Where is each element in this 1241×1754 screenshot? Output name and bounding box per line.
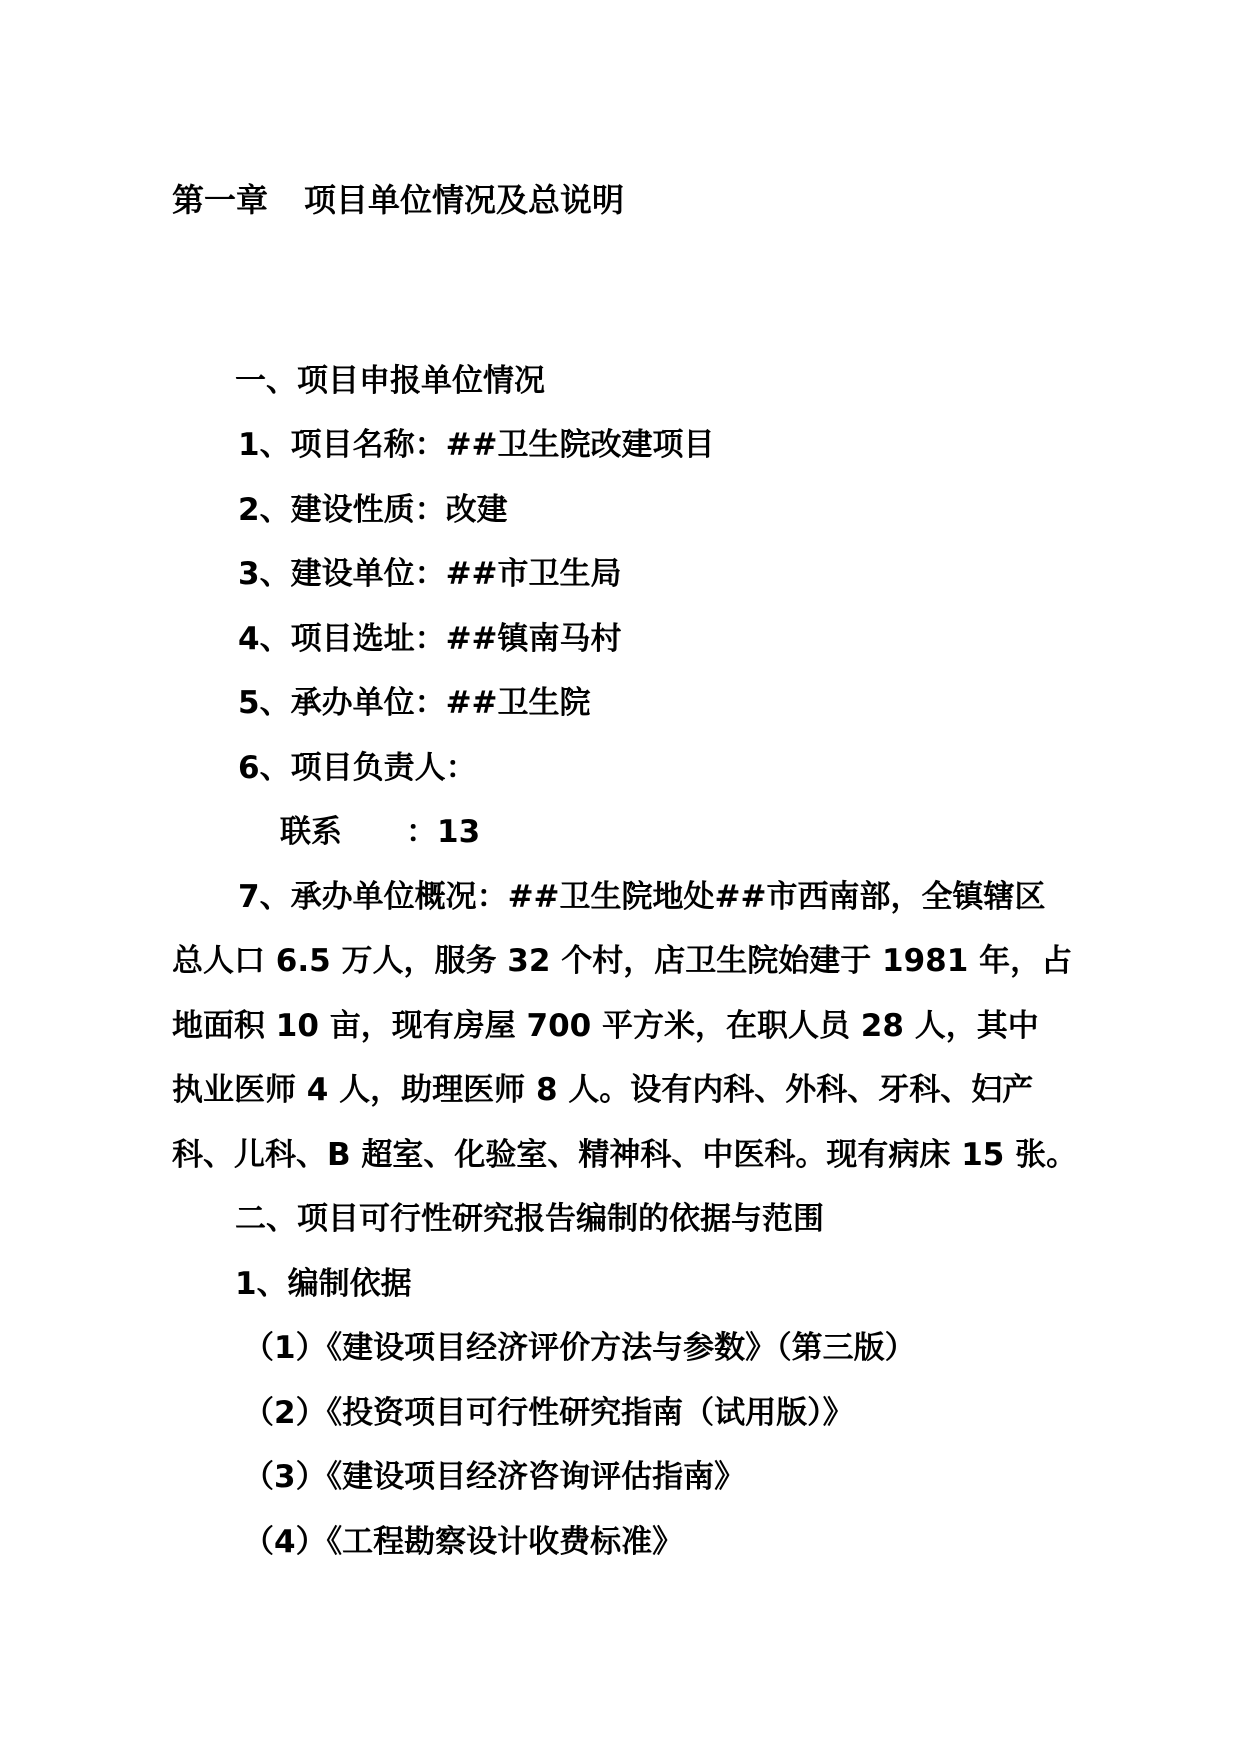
chapter-title: 项目单位情况及总说明 [304, 181, 625, 219]
overview-line: 总人口 6.5 万人，服务 32 个村，店卫生院始建于 1981 年，占 [172, 943, 1073, 979]
list-item: 2、建设性质：改建 [238, 492, 508, 528]
overview-line: 7、承办单位概况：##卫生院地处##市西南部，全镇辖区 [238, 879, 1046, 915]
sub-heading: 1、编制依据 [235, 1266, 412, 1302]
chapter-heading [172, 180, 624, 220]
reference-item: （2）《投资项目可行性研究指南（试用版）》 [243, 1395, 854, 1431]
contact-label: 联系 [280, 814, 342, 850]
section-heading-1: 一、项目申报单位情况 [235, 363, 545, 399]
overview-line: 科、儿科、B 超室、化验室、精神科、中医科。现有病床 15 张。 [172, 1137, 1078, 1173]
reference-item: （4）《工程勘察设计收费标准》 [243, 1524, 684, 1560]
contact-value: ：13 [406, 814, 481, 850]
list-item: 4、项目选址：##镇南马村 [238, 621, 622, 657]
contact-line [280, 812, 480, 852]
list-item: 3、建设单位：##市卫生局 [238, 556, 622, 592]
list-item: 5、承办单位：##卫生院 [238, 685, 591, 721]
list-item: 6、项目负责人： [238, 750, 477, 786]
reference-item: （3）《建设项目经济咨询评估指南》 [243, 1459, 746, 1495]
overview-line: 地面积 10 亩，现有房屋 700 平方米，在职人员 28 人，其中 [172, 1008, 1039, 1044]
overview-line: 执业医师 4 人，助理医师 8 人。设有内科、外科、牙科、妇产 [172, 1072, 1034, 1108]
section-heading-2: 二、项目可行性研究报告编制的依据与范围 [235, 1201, 824, 1237]
chapter-number: 第一章 [172, 181, 269, 219]
list-item: 1、项目名称：##卫生院改建项目 [238, 427, 715, 463]
reference-item: （1）《建设项目经济评价方法与参数》（第三版） [243, 1330, 916, 1366]
